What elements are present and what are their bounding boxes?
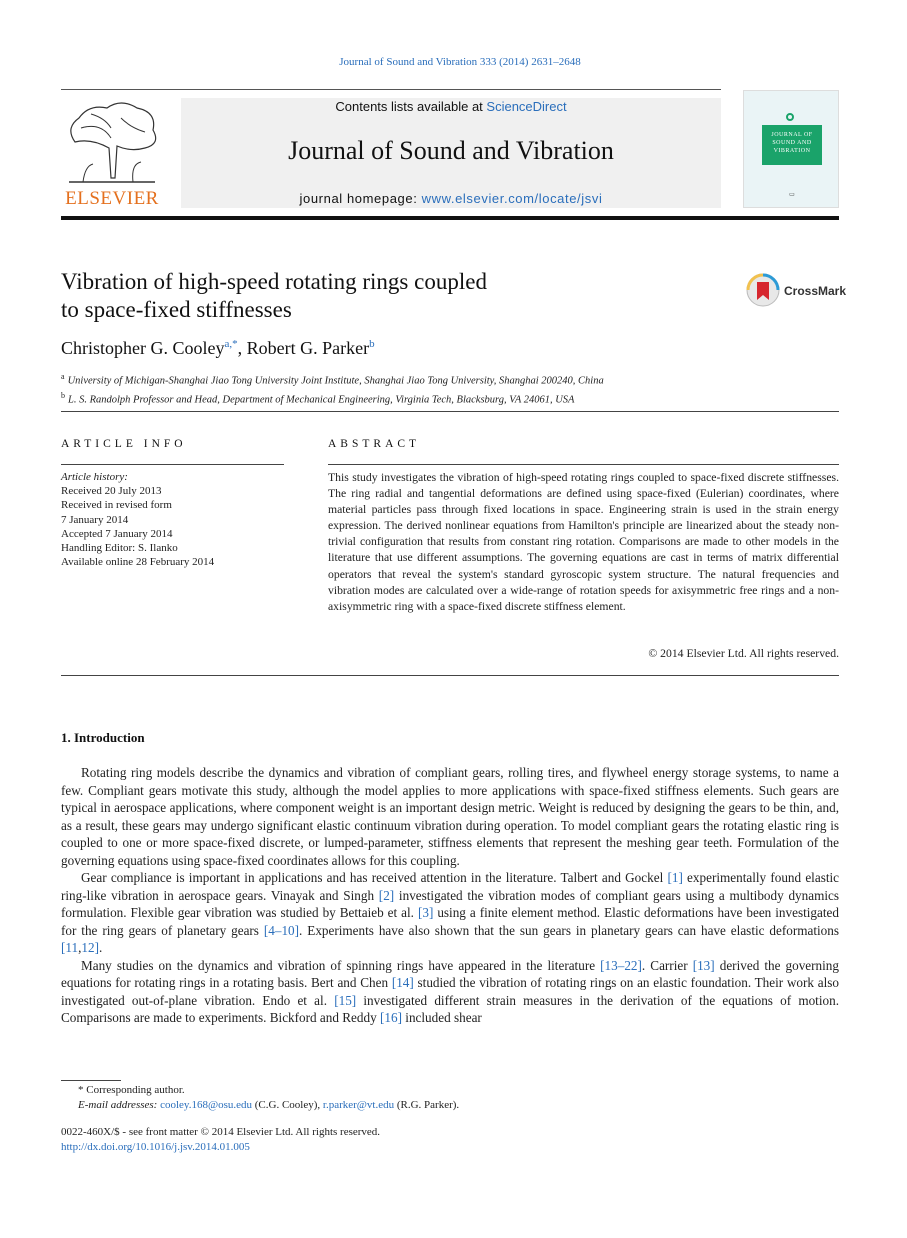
reference-link[interactable]: [13] xyxy=(692,957,715,973)
article-info-rule xyxy=(61,464,284,465)
abstract-rule xyxy=(328,464,839,465)
homepage-line xyxy=(181,191,721,206)
journal-banner xyxy=(181,98,721,208)
affiliation-a xyxy=(61,370,839,389)
paragraph xyxy=(61,869,839,957)
bottom-notes xyxy=(61,1125,661,1155)
affiliation-text: University of Michigan-Shanghai Jiao Tong University Joint Institute, Shanghai Jiao Tong University, Shanghai 200240, China xyxy=(67,375,604,387)
title-line-1: Vibration of high-speed rotating rings coupled xyxy=(61,269,487,294)
history-line: Available online 28 February 2014 xyxy=(61,556,215,569)
article-history xyxy=(61,470,301,569)
history-line: Handling Editor: S. Ilanko xyxy=(61,542,178,555)
history-line: Received 20 July 2013 xyxy=(61,485,162,498)
paragraph-text: . Experiments have also shown that the sun gears in planetary gears can have elastic deformations xyxy=(299,922,839,938)
paragraph-text: . xyxy=(98,940,103,955)
affiliation-text: L. S. Randolph Professor and Head, Department of Mechanical Engineering, Virginia Tech, Blacksburg, VA 24061, USA xyxy=(68,394,575,405)
footnotes xyxy=(78,1083,838,1113)
abstract-text: This study investigates the vibration of high-speed rotating rings coupled to space-fixed discrete stiffnesses. The ring radial and tangential deformations are defined using space-fixed (Eulerian) coordinates, where material particles pass through fixed locations in space. Engineering strain is used in the strain energy expression. The derived nonlinear equations from Hamilton's principle are linearized about the steady non-trivial configuration that results from constant ring rotation. Comparisons are made to other models in the literature that use different assumptions. The governing equations are cast in terms of matrix differential operators that reveal the system's standard gyroscopic system structure. The natural frequencies and vibration modes are calculated over a wide-range of rotation speeds for axisymmetric free rings and a non-axisymmetric ring with a space-fixed discrete stiffness element. xyxy=(328,471,839,613)
footnote-rule xyxy=(61,1080,121,1081)
affiliation-marker: b xyxy=(61,390,65,400)
email-link[interactable]: cooley.168@osu.edu xyxy=(160,1099,252,1111)
history-line: 7 January 2014 xyxy=(61,513,129,526)
author-separator: , xyxy=(237,338,247,358)
reference-link[interactable]: 12] xyxy=(81,940,99,955)
reference-link[interactable]: [13–22] xyxy=(600,957,642,973)
paragraph-text: Many studies on the dynamics and vibration of spinning rings have appeared in the literature xyxy=(81,957,601,973)
article-title xyxy=(61,268,661,324)
cover-publisher-icon: ▭ xyxy=(789,192,795,198)
paragraph-text: investigated different strain measures in the derivation of the equations of motion. Comparisons are made to experiments. Bickford and Reddy xyxy=(61,992,839,1025)
journal-name: Journal of Sound and Vibration xyxy=(288,136,614,165)
title-line-2: to space-fixed stiffnesses xyxy=(61,297,292,322)
header-divider xyxy=(61,411,839,412)
history-heading: Article history: xyxy=(61,471,128,483)
paragraph-text: derived the governing equations for rotating rings in a rotating basis. Bert and Chen xyxy=(61,957,839,990)
affiliation-b xyxy=(61,389,839,408)
sciencedirect-link[interactable]: ScienceDirect xyxy=(486,99,567,114)
homepage-prefix: journal homepage: xyxy=(299,191,422,206)
affiliations xyxy=(61,370,839,407)
introduction-body xyxy=(61,764,839,1027)
cover-title: JOURNAL OF SOUND AND VIBRATION xyxy=(762,125,822,165)
masthead-rule xyxy=(61,216,839,220)
journal-cover-thumbnail[interactable] xyxy=(743,90,839,208)
crossmark-badge[interactable] xyxy=(746,272,846,308)
homepage-link[interactable]: www.elsevier.com/locate/jsvi xyxy=(421,191,603,206)
paragraph-text: Gear compliance is important in applications and has received attention in the literature. Talbert and Gockel xyxy=(81,870,668,885)
journal-citation[interactable]: Journal of Sound and Vibration 333 (2014) 2631–2648 xyxy=(339,56,581,68)
abstract-label: ABSTRACT xyxy=(328,438,421,450)
author-name[interactable]: Christopher G. Cooley xyxy=(61,338,225,358)
reference-separator: , xyxy=(78,940,82,955)
elsevier-tree-icon xyxy=(61,98,163,186)
reference-link[interactable]: [4–10] xyxy=(263,922,300,938)
paragraph: Rotating ring models describe the dynamics and vibration of compliant gears, rolling tires, and flywheel energy storage systems, to name a few. Compliant gears motivate this study, although the model applies to more applications with space-fixed stiffness elements. Such gears are typical in aerospace applications, where component weight is an important design metric. Weight is reduced by designing the gears to be thin, and, as a result, these gears may undergo significant elastic continuum vibration during operation. To model compliant gears the rotating elastic ring is coupled to one or more space-fixed discrete, or lumped-parameter, stiffness elements that represent the meshing gear teeth. Formulation of the governing equations using space-fixed coordinates allows for this coupling. xyxy=(61,765,839,868)
paragraph-text: . Carrier xyxy=(641,957,693,973)
email-addresses xyxy=(78,1098,838,1113)
contents-prefix: Contents lists available at xyxy=(335,99,487,114)
affiliation-marker: a xyxy=(61,372,65,381)
history-line: Received in revised form xyxy=(61,499,172,512)
paragraph-text: studied the vibration of rotating rings on an elastic foundation. Their work also investigated out-of-plane vibration. Endo et al. xyxy=(61,975,839,1008)
email-owner: (C.G. Cooley), xyxy=(252,1099,323,1111)
contents-line xyxy=(181,99,721,114)
abstract-divider xyxy=(61,675,839,676)
paragraph-text: investigated the vibration modes of compliant gears using a multibody dynamics formulation. Flexible gear vibration was studied by Bettaieb et al. xyxy=(61,887,839,920)
doi-link[interactable]: http://dx.doi.org/10.1016/j.jsv.2014.01.005 xyxy=(61,1141,250,1153)
email-owner: (R.G. Parker). xyxy=(394,1099,460,1111)
reference-link[interactable]: [14] xyxy=(391,975,414,990)
issn-line: 0022-460X/$ - see front matter © 2014 Elsevier Ltd. All rights reserved. xyxy=(61,1126,381,1138)
reference-link[interactable]: [11 xyxy=(61,940,79,955)
elsevier-logo[interactable] xyxy=(61,98,163,210)
author-affiliation-marker[interactable]: a,* xyxy=(224,338,238,350)
masthead xyxy=(61,88,839,214)
author-affiliation-marker[interactable]: b xyxy=(369,338,375,350)
author-name[interactable]: Robert G. Parker xyxy=(246,338,370,358)
reference-link[interactable]: [16] xyxy=(380,1010,402,1025)
cover-logo-icon xyxy=(786,113,794,121)
reference-link[interactable]: [15] xyxy=(334,992,357,1008)
paragraph-text: using a finite element method. Elastic deformations have been investigated for the ring gears of planetary gears xyxy=(61,905,839,938)
paragraph xyxy=(61,957,839,1027)
section-heading-introduction: 1. Introduction xyxy=(61,730,145,745)
article-info-label: ARTICLE INFO xyxy=(61,438,187,450)
history-line: Accepted 7 January 2014 xyxy=(61,527,173,540)
paragraph-text: experimentally found elastic ring-like vibration in aerospace gears. Vinayak and Singh xyxy=(61,870,840,903)
paragraph-text: included shear xyxy=(401,1010,482,1025)
reference-link[interactable]: [2] xyxy=(378,887,395,903)
corresponding-author-note: * Corresponding author. xyxy=(78,1084,185,1096)
reference-link[interactable]: [3] xyxy=(417,905,434,920)
crossmark-icon xyxy=(746,272,780,308)
author-list xyxy=(61,338,761,359)
masthead-top-rule xyxy=(61,89,721,90)
crossmark-label: CrossMark xyxy=(784,284,847,298)
reference-link[interactable]: [1] xyxy=(667,870,683,885)
elsevier-wordmark: ELSEVIER xyxy=(65,188,159,209)
abstract-copyright: © 2014 Elsevier Ltd. All rights reserved. xyxy=(648,647,839,660)
email-label: E-mail addresses: xyxy=(78,1099,161,1111)
email-link[interactable]: r.parker@vt.edu xyxy=(322,1099,395,1111)
